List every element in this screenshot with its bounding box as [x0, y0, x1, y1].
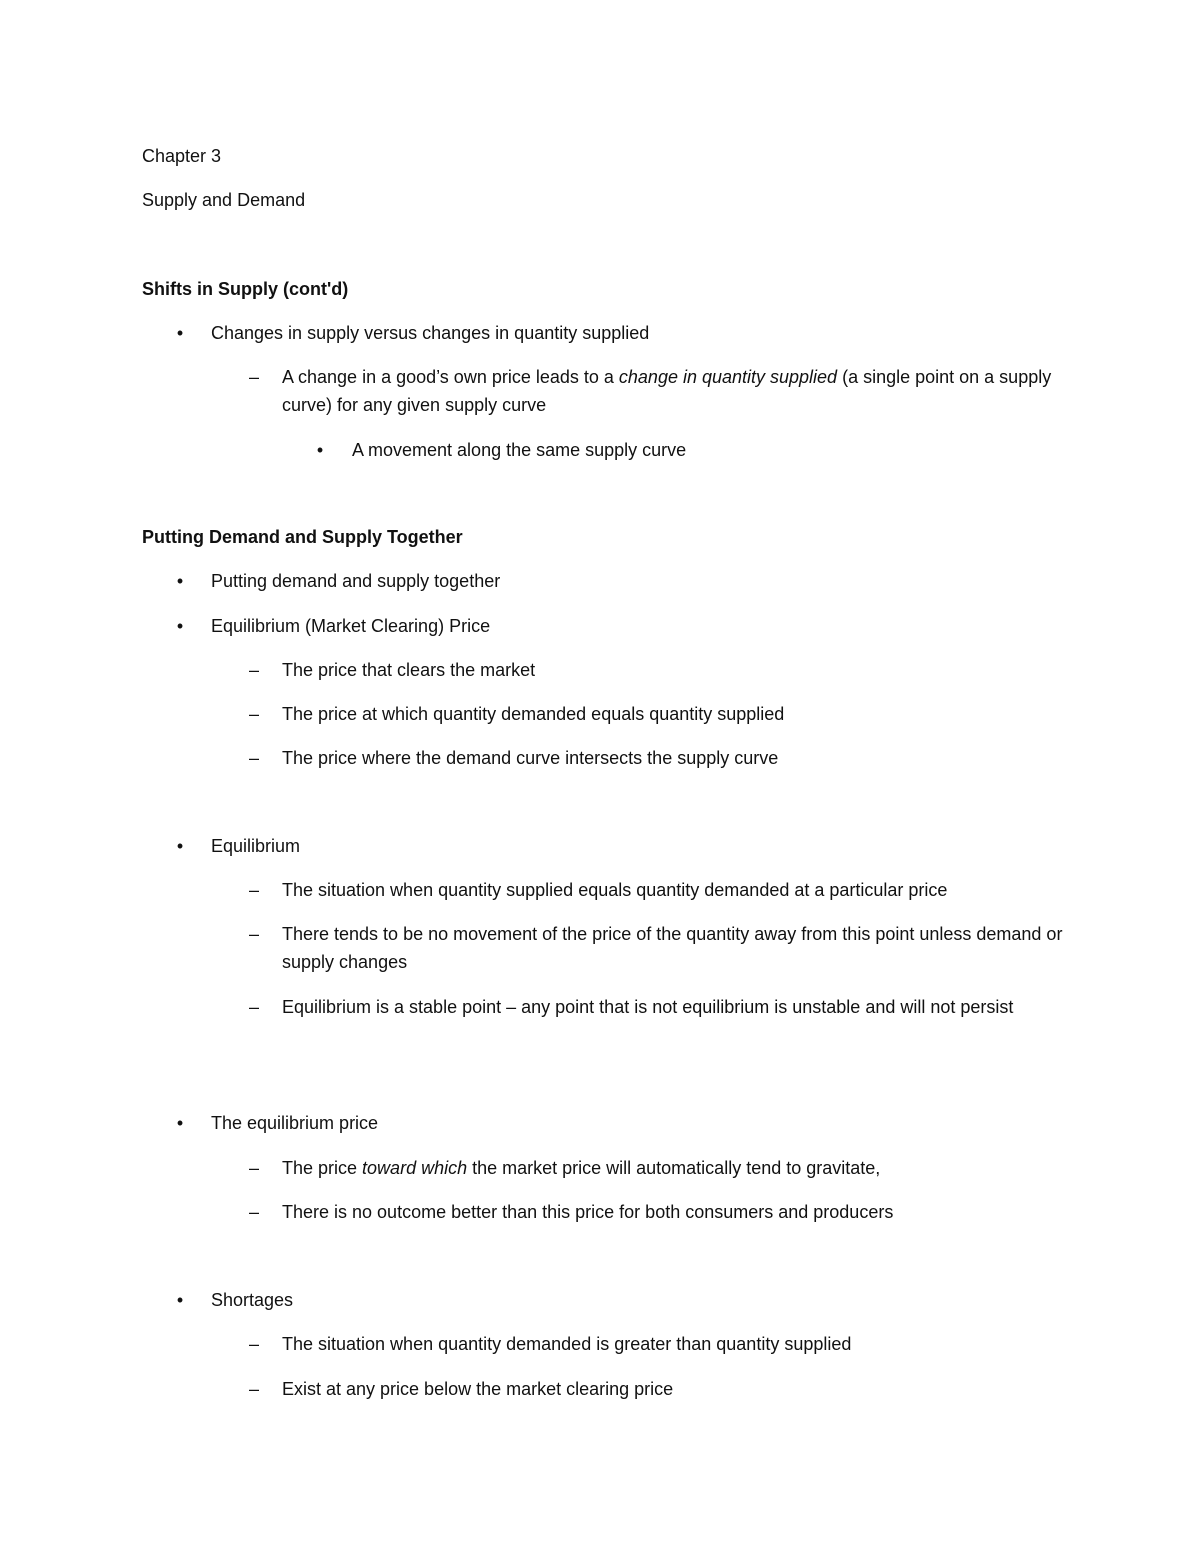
- dash-item: The price at which quantity demanded equals quantity supplied: [282, 704, 785, 724]
- bullet-item: The equilibrium price: [211, 1113, 379, 1133]
- bullet-marker: •: [176, 323, 184, 343]
- dash-marker: –: [248, 1202, 259, 1222]
- dash-marker: –: [248, 1379, 259, 1399]
- dash-item-emphasis: toward which: [362, 1158, 468, 1178]
- dash-item-emphasis: change in quantity supplied: [618, 367, 838, 387]
- dash-item: There is no outcome better than this price for both consumers and producers: [282, 1202, 894, 1222]
- dash-marker: –: [248, 748, 259, 768]
- dash-marker: –: [248, 367, 259, 387]
- dash-marker: –: [248, 997, 259, 1017]
- dash-item-text: the market price will automatically tend to gravitate,: [467, 1158, 881, 1178]
- dash-marker: –: [248, 660, 259, 680]
- chapter-subtitle: Supply and Demand: [142, 190, 306, 210]
- dash-item: There tends to be no movement of the price of the quantity away from this point unless demand or supply changes: [282, 924, 1063, 972]
- dash-item: The price that clears the market: [282, 660, 536, 680]
- dash-item: Exist at any price below the market clearing price: [282, 1379, 674, 1399]
- bullet-marker: •: [316, 440, 324, 460]
- dash-item: The price where the demand curve intersects the supply curve: [282, 748, 779, 768]
- dash-marker: –: [248, 924, 259, 944]
- bullet-item: Equilibrium: [211, 836, 301, 856]
- dash-item-text: A change in a good’s own price leads to a: [282, 367, 619, 387]
- bullet-item: Shortages: [211, 1290, 294, 1310]
- bullet-marker: •: [176, 1290, 184, 1310]
- dash-item: [282, 363, 1072, 419]
- dash-item: The situation when quantity demanded is greater than quantity supplied: [282, 1334, 852, 1354]
- bullet-marker: •: [176, 616, 184, 636]
- dash-marker: –: [248, 1158, 259, 1178]
- dash-item: The situation when quantity supplied equals quantity demanded at a particular price: [282, 880, 948, 900]
- dash-marker: –: [248, 1334, 259, 1354]
- bullet-item: Equilibrium (Market Clearing) Price: [211, 616, 491, 636]
- dash-marker: –: [248, 704, 259, 724]
- bullet-marker: •: [176, 1113, 184, 1133]
- bullet-marker: •: [176, 571, 184, 591]
- dash-item-text: The price: [282, 1158, 363, 1178]
- dash-marker: –: [248, 880, 259, 900]
- dash-item-text: (a single point on a supply curve) for any given supply curve: [282, 367, 1052, 415]
- section-heading-shifts-in-supply: Shifts in Supply (cont'd): [142, 279, 349, 299]
- dash-item: [282, 1154, 880, 1182]
- bullet-item: Putting demand and supply together: [211, 571, 501, 591]
- bullet-marker: •: [176, 836, 184, 856]
- sub-bullet-item: A movement along the same supply curve: [352, 440, 687, 460]
- dash-item: Equilibrium is a stable point – any point that is not equilibrium is unstable and will not persist: [282, 997, 1014, 1017]
- chapter-label: Chapter 3: [142, 146, 222, 166]
- bullet-item: Changes in supply versus changes in quantity supplied: [211, 323, 650, 343]
- section-heading-putting-demand-and-supply: Putting Demand and Supply Together: [142, 527, 463, 547]
